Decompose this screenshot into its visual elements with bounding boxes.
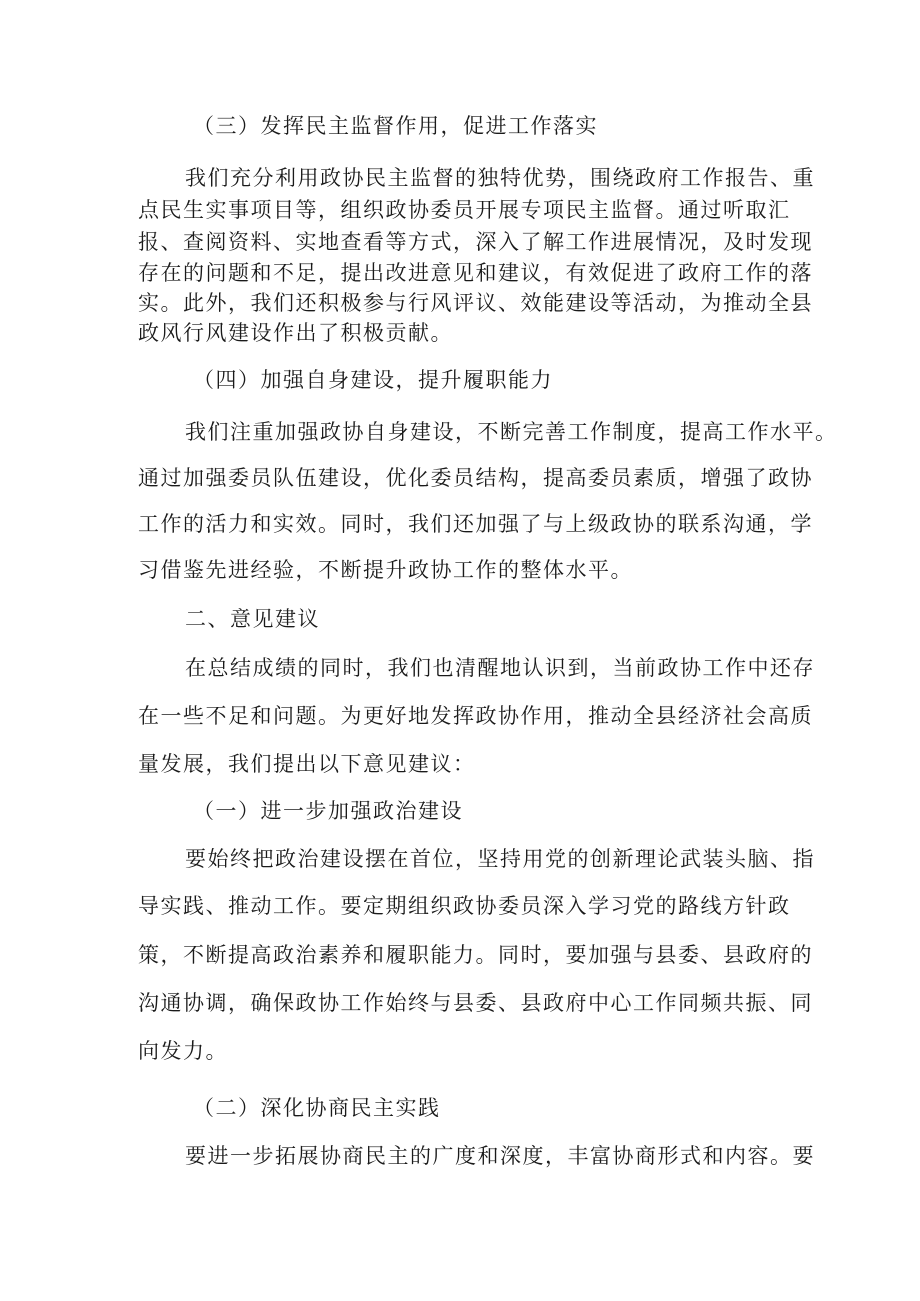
section-heading: （二）深化协商民主实践	[193, 1096, 441, 1120]
paragraph-line: 要进一步拓展协商民主的广度和深度，丰富协商形式和内容。要	[185, 1144, 815, 1168]
section-heading: （四）加强自身建设，提升履职能力	[193, 368, 553, 392]
paragraph-line: 实。此外，我们还积极参与行风评议、效能建设等活动，为推动全县	[138, 291, 813, 315]
paragraph-line: 在总结成绩的同时，我们也清醒地认识到，当前政协工作中还存	[185, 656, 815, 680]
paragraph-line: 通过加强委员队伍建设，优化委员结构，提高委员素质，增强了政协	[138, 466, 813, 490]
paragraph-line: 工作的活力和实效。同时，我们还加强了与上级政协的联系沟通，学	[138, 512, 813, 536]
paragraph-line: 向发力。	[138, 1039, 228, 1063]
paragraph-line: 导实践、推动工作。要定期组织政协委员深入学习党的路线方针政	[138, 894, 791, 918]
paragraph-line: 点民生实事项目等，组织政协委员开展专项民主监督。通过听取汇	[138, 198, 791, 222]
paragraph-line: 沟通协调，确保政协工作始终与县委、县政府中心工作同频共振、同	[138, 991, 813, 1015]
section-heading: （三）发挥民主监督作用，促进工作落实	[193, 114, 598, 138]
paragraph-line: 存在的问题和不足，提出改进意见和建议，有效促进了政府工作的落	[138, 261, 813, 285]
paragraph-line: 报、查阅资料、实地查看等方式，深入了解工作进展情况，及时发现	[138, 230, 813, 254]
paragraph-line: 政风行风建设作出了积极贡献。	[138, 321, 453, 345]
paragraph-line: 在一些不足和问题。为更好地发挥政协作用，推动全县经济社会高质	[138, 704, 813, 728]
paragraph-line: 策，不断提高政治素养和履职能力。同时，要加强与县委、县政府的	[138, 943, 813, 967]
section-heading: （一）进一步加强政治建设	[193, 799, 463, 823]
paragraph-line: 我们充分利用政协民主监督的独特优势，围绕政府工作报告、重	[185, 166, 815, 190]
paragraph-line: 量发展，我们提出以下意见建议：	[138, 752, 476, 776]
paragraph-line: 我们注重加强政协自身建设，不断完善工作制度，提高工作水平。	[185, 420, 838, 444]
section-heading: 二、意见建议	[185, 607, 320, 631]
paragraph-line: 习借鉴先进经验，不断提升政协工作的整体水平。	[138, 558, 633, 582]
paragraph-line: 要始终把政治建设摆在首位，坚持用党的创新理论武装头脑、指	[185, 847, 815, 871]
